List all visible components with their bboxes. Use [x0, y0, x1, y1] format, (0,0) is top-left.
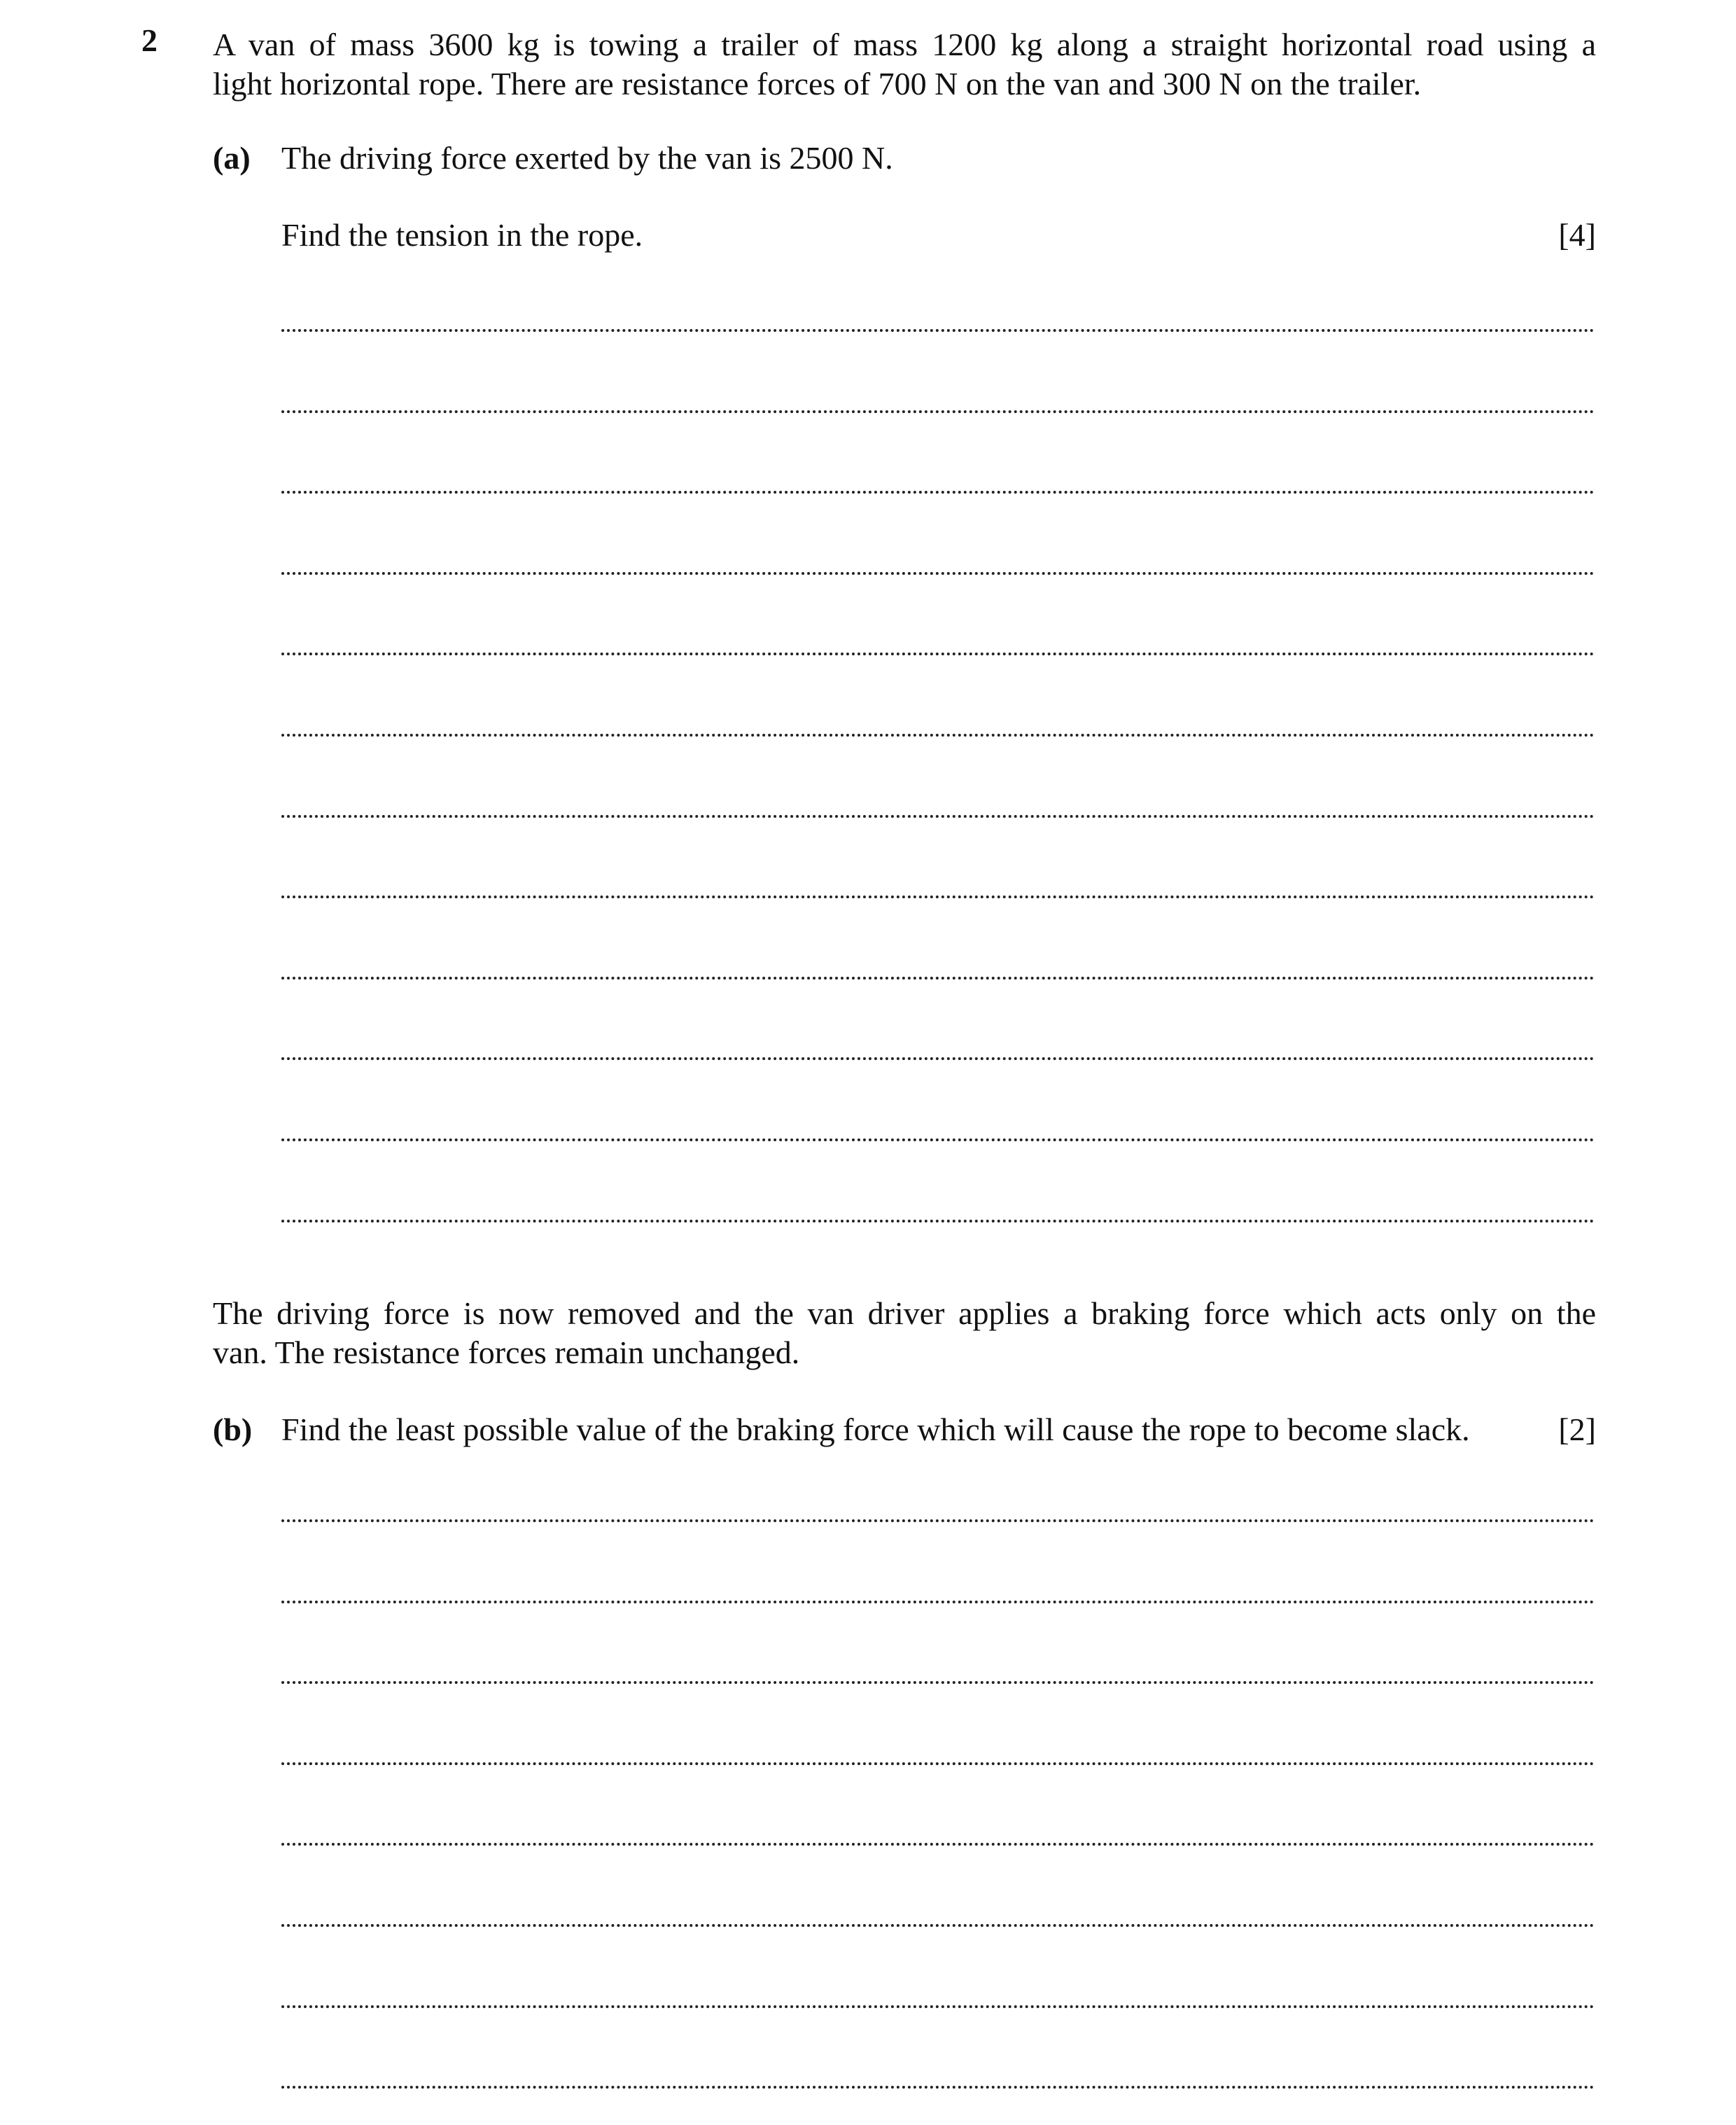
- part-b-answer-line[interactable]: [281, 1601, 1595, 1603]
- part-b-answer-line[interactable]: [281, 1924, 1595, 1927]
- part-b-marks: [2]: [1558, 1412, 1596, 1447]
- part-a-answer-line[interactable]: [281, 410, 1595, 413]
- part-a-answer-line[interactable]: [281, 1057, 1595, 1060]
- part-b-text: Find the least possible value of the braking force which will cause the rope to become slack.: [281, 1412, 1470, 1447]
- part-a-answer-line[interactable]: [281, 896, 1595, 898]
- part-a-answer-line[interactable]: [281, 491, 1595, 494]
- part-b-answer-line[interactable]: [281, 2086, 1595, 2089]
- part-a-answer-line[interactable]: [281, 329, 1595, 332]
- part-a-answer-line[interactable]: [281, 1138, 1595, 1141]
- middle-line-1: The driving force is now removed and the van driver applies a braking force which acts only on the: [213, 1295, 1596, 1331]
- part-a-text: The driving force exerted by the van is 2500 N.: [281, 140, 893, 176]
- part-a-marks: [4]: [1558, 217, 1596, 253]
- part-a-instruction: Find the tension in the rope.: [281, 217, 643, 253]
- middle-line-2: van. The resistance forces remain unchanged.: [213, 1335, 800, 1370]
- part-a-instruction-row: [281, 216, 1596, 255]
- part-a-answer-line[interactable]: [281, 572, 1595, 575]
- part-a-answer-line[interactable]: [281, 1220, 1595, 1222]
- part-b-answer-line[interactable]: [281, 1843, 1595, 1846]
- intro-line-1: A van of mass 3600 kg is towing a trailer of mass 1200 kg along a straight horizontal road using a: [213, 27, 1596, 62]
- part-a-label: (a): [213, 140, 251, 176]
- part-b-statement: [213, 1410, 1596, 1449]
- part-a-answer-line[interactable]: [281, 977, 1595, 980]
- part-a-answer-line[interactable]: [281, 734, 1595, 737]
- intro-line-2: light horizontal rope. There are resistance forces of 700 N on the van and 300 N on the trailer.: [213, 66, 1422, 102]
- part-b-label: (b): [213, 1412, 253, 1447]
- part-b-answer-line[interactable]: [281, 1762, 1595, 1765]
- question-intro: [213, 25, 1596, 104]
- part-b-answer-line[interactable]: [281, 1681, 1595, 1684]
- part-b-answer-line[interactable]: [281, 1519, 1595, 1522]
- part-a-answer-line[interactable]: [281, 815, 1595, 818]
- part-a-answer-line[interactable]: [281, 653, 1595, 655]
- part-b-answer-line[interactable]: [281, 2005, 1595, 2008]
- question-continuation: [213, 1294, 1596, 1372]
- question-number: 2: [141, 22, 158, 58]
- part-a-statement: [213, 139, 1596, 178]
